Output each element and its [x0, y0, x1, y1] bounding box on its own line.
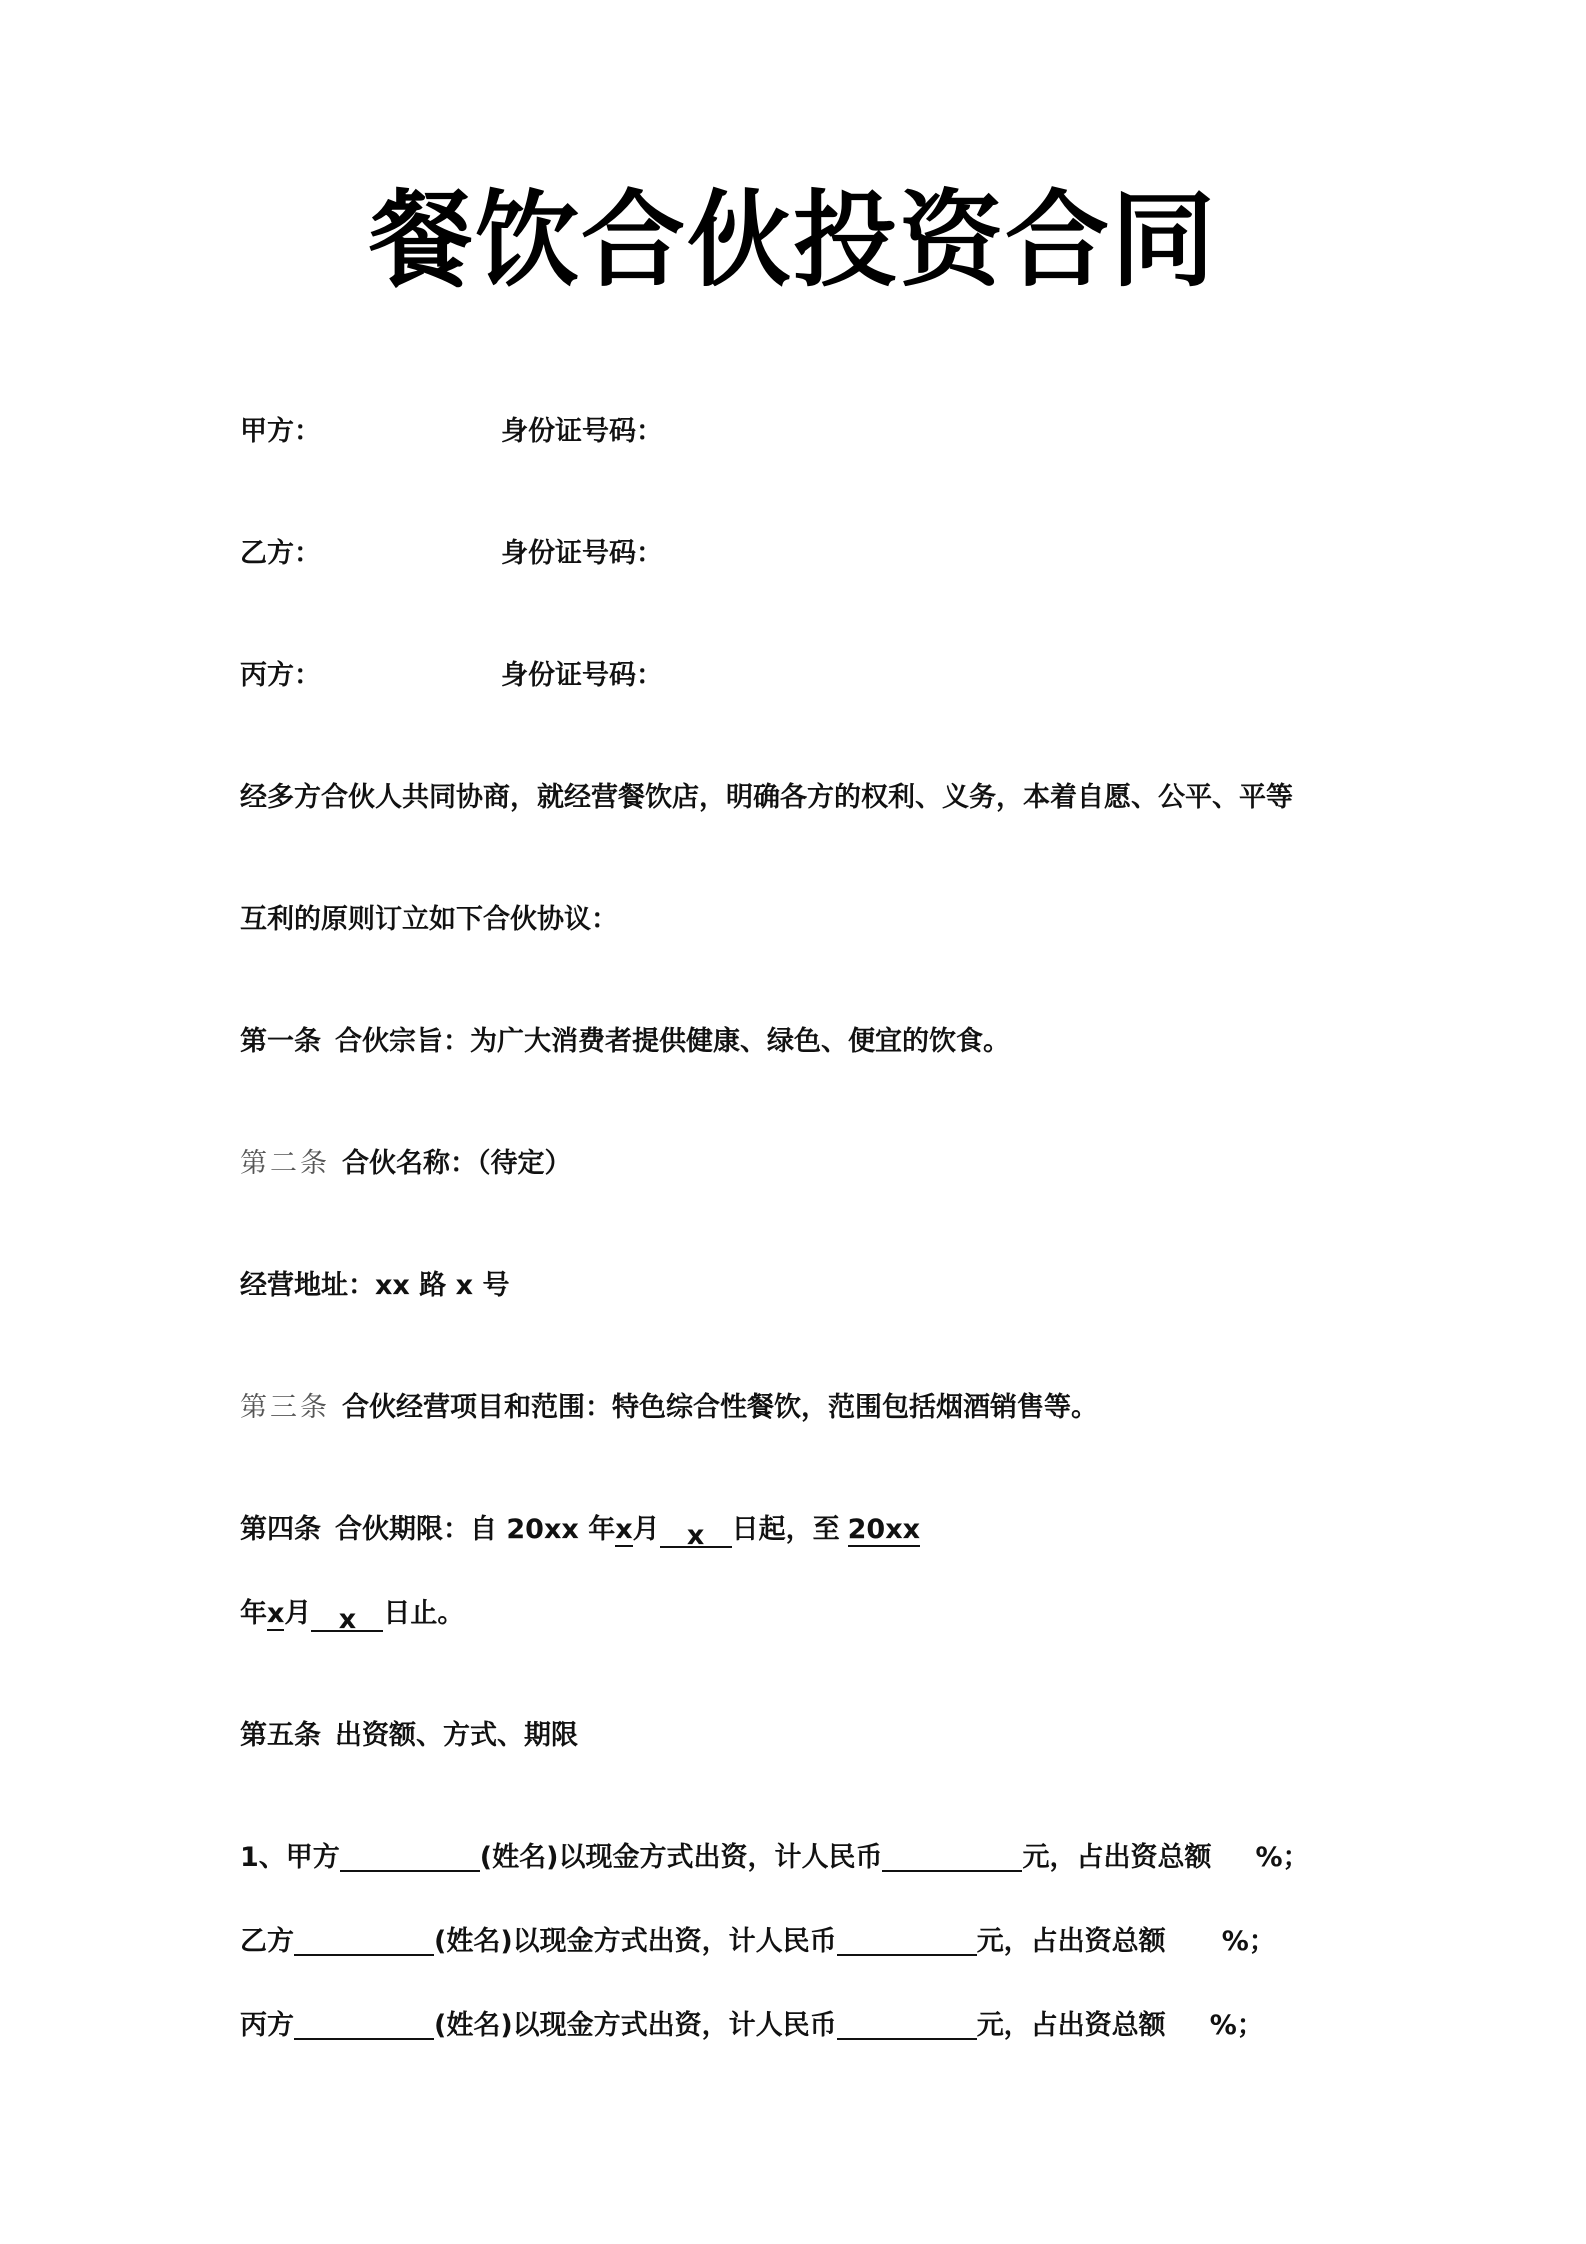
- contribution-a-tail: 元，占出资总额: [1022, 1842, 1212, 1873]
- article-4-label: 合伙期限：自 20xx 年: [335, 1514, 616, 1545]
- contribution-a-lead: 1、甲方: [240, 1842, 340, 1873]
- article-5-text: 出资额、方式、期限: [335, 1720, 578, 1751]
- name-blank-a: [340, 1840, 480, 1872]
- month-label: 月: [632, 1514, 660, 1545]
- name-blank-b: [294, 1924, 434, 1956]
- article-5-prefix: 第五条: [240, 1720, 321, 1751]
- month-label-2: 月: [284, 1598, 312, 1629]
- contribution-row-c: [240, 2006, 1264, 2046]
- percent-a: %；: [1255, 1842, 1310, 1873]
- contribution-c-lead: 丙方: [240, 2010, 294, 2041]
- article-2-text: 合伙名称：（待定）: [342, 1148, 572, 1179]
- party-a-line: [240, 412, 663, 452]
- party-b-id-label: 身份证号码：: [501, 538, 663, 569]
- party-c-line: [240, 656, 663, 696]
- end-day-blank: x: [311, 1600, 383, 1632]
- article-1-text: 合伙宗旨：为广大消费者提供健康、绿色、便宜的饮食。: [335, 1026, 1010, 1057]
- party-a-id-label: 身份证号码：: [501, 416, 663, 447]
- article-3-text: 合伙经营项目和范围：特色综合性餐饮，范围包括烟酒销售等。: [342, 1392, 1098, 1423]
- end-year-blank: 20xx: [847, 1514, 921, 1545]
- article-4-line-1: [240, 1510, 920, 1550]
- start-month-blank: x: [615, 1514, 633, 1545]
- article-4-line-2: [240, 1594, 464, 1634]
- party-c-label: 丙方：: [240, 660, 321, 691]
- article-3-prefix: 第三条: [240, 1392, 330, 1423]
- contribution-b-mid: (姓名)以现金方式出资，计人民币: [434, 1926, 837, 1957]
- amount-blank-a: [882, 1840, 1022, 1872]
- contribution-b-tail: 元，占出资总额: [976, 1926, 1166, 1957]
- article-4-prefix: 第四条: [240, 1514, 321, 1545]
- contribution-b-lead: 乙方: [240, 1926, 294, 1957]
- document-title: 餐饮合伙投资合同: [368, 179, 1217, 301]
- amount-blank-c: [837, 2008, 977, 2040]
- start-end-connector: 日起，至: [731, 1514, 840, 1545]
- article-4-end: 日止。: [383, 1598, 465, 1629]
- article-1: [240, 1022, 1010, 1062]
- percent-c: %；: [1209, 2010, 1264, 2041]
- article-2-prefix: 第二条: [240, 1148, 330, 1179]
- contribution-row-a: [240, 1838, 1310, 1878]
- intro-line-2: 互利的原则订立如下合伙协议：: [240, 904, 618, 935]
- intro-line-1: 经多方合伙人共同协商，就经营餐饮店，明确各方的权利、义务，本着自愿、公平、平等: [240, 782, 1293, 813]
- article-2: [240, 1144, 572, 1184]
- article-3: [240, 1388, 1098, 1428]
- amount-blank-b: [837, 1924, 977, 1956]
- article-1-prefix: 第一条: [240, 1026, 321, 1057]
- contribution-row-b: [240, 1922, 1276, 1962]
- contribution-c-tail: 元，占出资总额: [976, 2010, 1166, 2041]
- year-label: 年: [240, 1598, 267, 1629]
- contribution-c-mid: (姓名)以现金方式出资，计人民币: [434, 2010, 837, 2041]
- end-month-blank: x: [267, 1598, 285, 1629]
- party-b-label: 乙方：: [240, 538, 321, 569]
- name-blank-c: [294, 2008, 434, 2040]
- start-day-blank: x: [660, 1516, 732, 1548]
- article-5: [240, 1716, 578, 1756]
- contribution-a-mid: (姓名)以现金方式出资，计人民币: [479, 1842, 883, 1873]
- percent-b: %；: [1221, 1926, 1276, 1957]
- party-b-line: [240, 534, 663, 574]
- party-c-id-label: 身份证号码：: [501, 660, 663, 691]
- party-a-label: 甲方：: [240, 416, 321, 447]
- business-address: 经营地址：xx 路 x 号: [240, 1270, 510, 1301]
